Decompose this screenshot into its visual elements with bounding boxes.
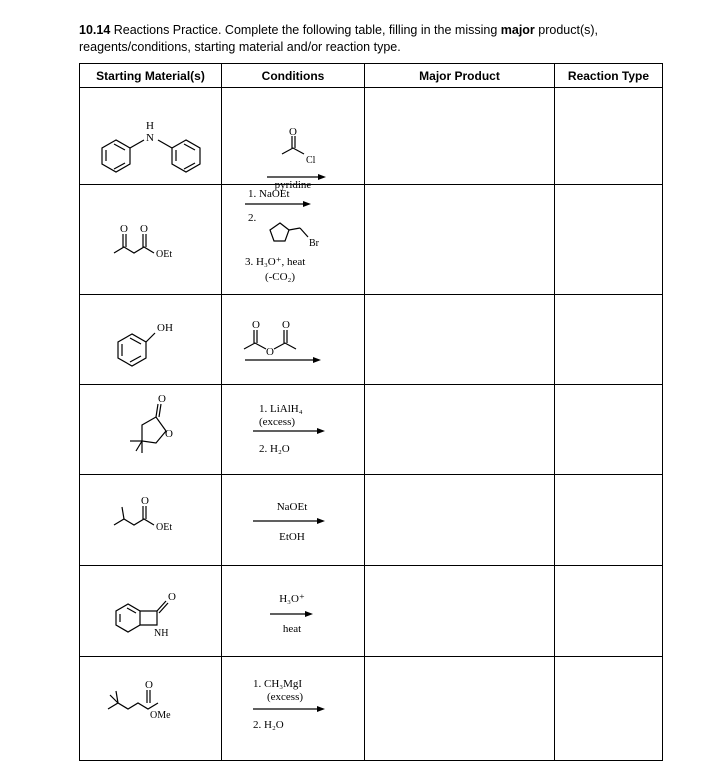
heat-condition: heat — [282, 623, 302, 635]
reaction-type-cell[interactable] — [555, 185, 663, 295]
bromine-label: Br — [309, 238, 319, 249]
table-row — [80, 566, 663, 657]
reaction-type-cell[interactable] — [555, 475, 663, 566]
table-row — [80, 475, 663, 566]
ethoxy-label: OEt — [156, 249, 173, 260]
starting-material-cell — [80, 88, 222, 185]
header-conditions: Conditions — [222, 64, 365, 88]
conditions-cell — [222, 566, 365, 657]
header-reaction-type: Reaction Type — [555, 64, 663, 88]
ketone-oxygen-label: O — [120, 223, 128, 235]
methoxy-label: OMe — [150, 710, 171, 721]
carbonyl-oxygen-label: O — [168, 591, 176, 603]
reagent-pyridine: pyridine — [274, 179, 312, 191]
hydrogen-label: H — [146, 120, 154, 132]
conditions-cell — [222, 295, 365, 385]
heading-text-2: product(s), reagents/conditions, starting material and/or reaction type. — [79, 23, 599, 54]
reaction-table — [79, 63, 663, 761]
reaction-type-cell[interactable] — [555, 566, 663, 657]
carbonyl-oxygen-label: O — [145, 679, 153, 691]
reaction-type-cell[interactable] — [555, 657, 663, 761]
table-row — [80, 295, 663, 385]
conditions-cell — [222, 185, 365, 295]
carbonyl-oxygen-label: O — [282, 319, 290, 331]
starting-material-cell — [80, 295, 222, 385]
reduction-conditions — [222, 385, 364, 473]
carbonyl-oxygen-label: O — [252, 319, 260, 331]
reaction-type-cell[interactable] — [555, 385, 663, 475]
bridging-oxygen-label: O — [266, 346, 274, 358]
starting-material-cell — [80, 566, 222, 657]
step-1-reagent: 1. CH₃MgI — [253, 678, 303, 690]
nitrogen-label: N — [146, 132, 154, 144]
chlorine-label: Cl — [306, 155, 316, 166]
arrow-head-icon — [313, 357, 321, 363]
arrow-head-icon — [317, 518, 325, 524]
arrow-head-icon — [317, 428, 325, 434]
ring-oxygen-label: O — [165, 428, 173, 440]
step-1-reagent: 1. LiAlH₄ — [259, 403, 303, 415]
starting-material-cell — [80, 385, 222, 475]
major-product-cell[interactable] — [365, 385, 555, 475]
grignard-conditions — [222, 657, 364, 759]
arrow-head-icon — [303, 201, 311, 207]
beta-lactam-structure — [80, 566, 221, 655]
step-2-reagent: 2. H₂O — [253, 719, 284, 731]
starting-material-cell — [80, 657, 222, 761]
oxygen-label: O — [289, 126, 297, 138]
base-reagent: NaOEt — [276, 501, 308, 513]
hydroxyl-label: OH — [157, 322, 173, 334]
methyl-ester-structure — [80, 657, 221, 759]
anhydride-conditions — [222, 295, 364, 383]
step-3-reagent: 3. H₃O⁺, heat — [245, 256, 306, 268]
problem-heading — [79, 22, 679, 56]
major-product-cell[interactable] — [365, 185, 555, 295]
step-2-reagent: 2. H₂O — [259, 443, 290, 455]
ethyl-acetoacetate-structure — [80, 185, 221, 293]
arrow-head-icon — [318, 174, 326, 180]
acetyl-chloride-conditions — [222, 88, 364, 191]
table-row — [80, 88, 663, 185]
diphenylamine-structure — [80, 88, 221, 183]
carbonyl-oxygen-label: O — [141, 495, 149, 507]
header-major-product: Major Product — [365, 64, 555, 88]
reaction-type-cell[interactable] — [555, 88, 663, 185]
ethoxy-label: OEt — [156, 522, 173, 533]
header-starting-material: Starting Material(s) — [80, 64, 222, 88]
starting-material-cell — [80, 185, 222, 295]
arrow-head-icon — [305, 611, 313, 617]
ester-oxygen-label: O — [140, 223, 148, 235]
decarboxylation-note: (-CO₂) — [264, 271, 296, 283]
problem-number: 10.14 — [79, 23, 111, 37]
excess-note: (excess) — [267, 691, 304, 703]
conditions-cell — [222, 88, 365, 191]
lactone-structure — [80, 385, 221, 473]
arrow-head-icon — [317, 706, 325, 712]
alkylation-conditions — [222, 185, 364, 293]
major-product-cell[interactable] — [365, 657, 555, 761]
table-row — [80, 657, 663, 761]
excess-note: (excess) — [259, 416, 296, 428]
major-product-cell[interactable] — [365, 566, 555, 657]
benzyl-alcohol-structure — [80, 295, 221, 383]
amide-nitrogen-label: NH — [154, 628, 169, 639]
condensation-conditions — [222, 475, 364, 564]
step-2-label: 2. — [248, 212, 257, 224]
table-row — [80, 385, 663, 475]
major-product-cell[interactable] — [365, 295, 555, 385]
conditions-cell — [222, 657, 365, 761]
reaction-type-cell[interactable] — [555, 295, 663, 385]
ethyl-ester-structure — [80, 475, 221, 564]
carbonyl-oxygen-label: O — [158, 393, 166, 405]
conditions-cell — [222, 475, 365, 566]
major-product-cell[interactable] — [365, 475, 555, 566]
solvent: EtOH — [279, 531, 305, 543]
table-row — [80, 185, 663, 295]
acid-reagent: H₃O⁺ — [279, 593, 305, 605]
conditions-cell — [222, 385, 365, 475]
heading-text-1: Reactions Practice. Complete the following table, filling in the missing — [110, 23, 501, 37]
heading-emphasis: major — [500, 23, 535, 37]
hydrolysis-conditions — [222, 566, 364, 655]
step-1-reagent: 1. NaOEt — [248, 188, 290, 200]
header-row — [80, 64, 663, 88]
major-product-cell[interactable] — [365, 88, 555, 185]
starting-material-cell — [80, 475, 222, 566]
